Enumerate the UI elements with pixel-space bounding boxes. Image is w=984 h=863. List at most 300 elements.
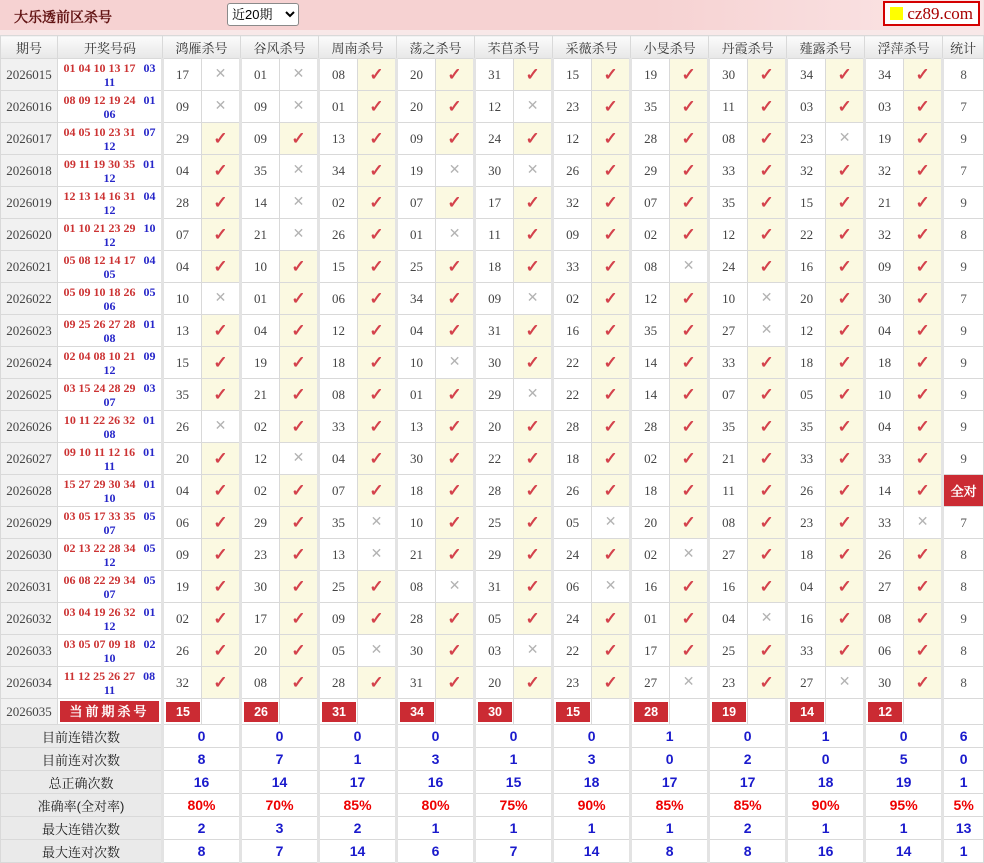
back-number: 09 <box>143 348 156 363</box>
back-number: 05 <box>143 284 156 299</box>
check-icon: ✓ <box>826 475 865 507</box>
kill-number-cell: 19 <box>163 571 202 603</box>
check-icon: ✓ <box>358 443 397 475</box>
check-icon: ✓ <box>670 635 709 667</box>
kill-number-cell: 17 <box>163 59 202 91</box>
kill-number-cell: 27 <box>709 539 748 571</box>
summary-value: 16 <box>397 771 475 794</box>
check-icon: ✓ <box>670 347 709 379</box>
check-icon: ✓ <box>280 507 319 539</box>
summary-value: 0 <box>475 725 553 748</box>
cross-icon: ✕ <box>514 283 553 315</box>
current-kill-mark-cell <box>748 699 787 725</box>
check-icon: ✓ <box>670 155 709 187</box>
check-icon: ✓ <box>748 123 787 155</box>
check-icon: ✓ <box>514 187 553 219</box>
summary-value: 8 <box>163 748 241 771</box>
cross-icon: ✕ <box>202 91 241 123</box>
kill-number-cell: 16 <box>787 603 826 635</box>
summary-label: 目前连对次数 <box>1 748 163 771</box>
kill-number-cell: 01 <box>241 283 280 315</box>
current-kill-mark-cell <box>280 699 319 725</box>
winning-numbers <box>58 219 163 251</box>
table-row <box>1 475 984 507</box>
kill-number-cell: 18 <box>631 475 670 507</box>
cross-icon: ✕ <box>358 635 397 667</box>
check-icon: ✓ <box>436 283 475 315</box>
front-numbers: 02 04 08 10 21 <box>63 348 136 363</box>
current-kill-number: 31 <box>322 702 356 722</box>
summary-value: 19 <box>865 771 943 794</box>
check-icon: ✓ <box>358 283 397 315</box>
check-icon: ✓ <box>592 443 631 475</box>
kill-number-cell: 29 <box>475 379 514 411</box>
check-icon: ✓ <box>514 123 553 155</box>
kill-number-cell: 07 <box>631 187 670 219</box>
check-icon: ✓ <box>280 635 319 667</box>
winning-line <box>58 171 161 185</box>
cross-icon: ✕ <box>514 91 553 123</box>
winning-numbers <box>58 315 163 347</box>
summary-value: 14 <box>553 840 631 863</box>
kill-number-cell: 02 <box>553 283 592 315</box>
kill-number-cell: 21 <box>865 187 904 219</box>
check-icon: ✓ <box>358 603 397 635</box>
kill-number-cell: 20 <box>397 59 436 91</box>
back-number: 05 <box>143 540 156 555</box>
kill-number-cell: 20 <box>397 91 436 123</box>
period-cell: 2026019 <box>1 187 58 219</box>
front-numbers: 08 09 12 19 24 <box>63 92 136 107</box>
table-row <box>1 315 984 347</box>
period-range-select[interactable] <box>227 3 299 26</box>
summary-value: 16 <box>787 840 865 863</box>
kill-number-cell: 12 <box>787 315 826 347</box>
cross-icon: ✕ <box>592 507 631 539</box>
summary-value: 3 <box>397 748 475 771</box>
period-cell: 2026034 <box>1 667 58 699</box>
winning-line <box>58 555 161 569</box>
summary-value: 8 <box>631 840 709 863</box>
check-icon: ✓ <box>826 635 865 667</box>
back-number: 10 <box>143 220 156 235</box>
check-icon: ✓ <box>202 379 241 411</box>
period-cell: 2026028 <box>1 475 58 507</box>
check-icon: ✓ <box>904 379 943 411</box>
current-kill-banner-cell <box>58 699 163 725</box>
summary-value: 2 <box>709 748 787 771</box>
kill-number-cell: 10 <box>397 347 436 379</box>
kill-number-cell: 18 <box>553 443 592 475</box>
kill-number-cell: 17 <box>631 635 670 667</box>
summary-value: 18 <box>553 771 631 794</box>
winning-line <box>58 541 161 555</box>
stat-cell: 7 <box>943 507 984 539</box>
period-cell: 2026027 <box>1 443 58 475</box>
kill-number-cell: 14 <box>631 379 670 411</box>
cross-icon: ✕ <box>514 155 553 187</box>
kill-number-cell: 31 <box>475 571 514 603</box>
current-kill-banner: 当前期杀号 <box>60 701 159 722</box>
check-icon: ✓ <box>904 123 943 155</box>
logo-square-icon <box>890 7 903 20</box>
kill-number-cell: 26 <box>163 635 202 667</box>
kill-number-cell: 34 <box>865 59 904 91</box>
back-number: 05 <box>103 266 116 281</box>
check-icon: ✓ <box>280 251 319 283</box>
summary-row <box>1 725 984 748</box>
kill-number-cell: 33 <box>865 507 904 539</box>
summary-value: 8 <box>163 840 241 863</box>
kill-number-cell: 12 <box>319 315 358 347</box>
col-header-period: 期号 <box>1 36 58 59</box>
check-icon: ✓ <box>826 443 865 475</box>
winning-line <box>58 235 161 249</box>
current-kill-number: 12 <box>868 702 902 722</box>
check-icon: ✓ <box>436 539 475 571</box>
col-header-expert-10: 浮萍杀号 <box>865 36 943 59</box>
winning-line <box>58 253 161 267</box>
kill-number-cell: 08 <box>241 667 280 699</box>
check-icon: ✓ <box>436 603 475 635</box>
cross-icon: ✕ <box>514 635 553 667</box>
check-icon: ✓ <box>748 379 787 411</box>
current-kill-cell <box>163 699 202 725</box>
kill-number-cell: 09 <box>163 91 202 123</box>
check-icon: ✓ <box>280 347 319 379</box>
current-kill-number: 19 <box>712 702 746 722</box>
check-icon: ✓ <box>358 411 397 443</box>
back-number: 01 <box>143 316 156 331</box>
check-icon: ✓ <box>826 283 865 315</box>
check-icon: ✓ <box>436 123 475 155</box>
kill-number-cell: 02 <box>241 411 280 443</box>
kill-number-cell: 30 <box>709 59 748 91</box>
check-icon: ✓ <box>514 507 553 539</box>
winning-line <box>58 605 161 619</box>
kill-number-cell: 35 <box>241 155 280 187</box>
check-icon: ✓ <box>592 635 631 667</box>
kill-number-cell: 08 <box>631 251 670 283</box>
winning-line <box>58 651 161 665</box>
check-icon: ✓ <box>202 123 241 155</box>
cross-icon: ✕ <box>280 59 319 91</box>
title-bar <box>0 0 983 30</box>
summary-value: 7 <box>475 840 553 863</box>
summary-value: 85% <box>319 794 397 817</box>
check-icon: ✓ <box>358 315 397 347</box>
check-icon: ✓ <box>202 667 241 699</box>
winning-numbers <box>58 123 163 155</box>
kill-number-cell: 29 <box>241 507 280 539</box>
check-icon: ✓ <box>592 379 631 411</box>
check-icon: ✓ <box>202 155 241 187</box>
col-header-expert-4: 荡之杀号 <box>397 36 475 59</box>
front-numbers: 10 11 22 26 32 <box>63 412 136 427</box>
site-logo[interactable] <box>883 1 980 26</box>
current-kill-mark-cell <box>202 699 241 725</box>
period-cell: 2026032 <box>1 603 58 635</box>
check-icon: ✓ <box>592 187 631 219</box>
kill-number-cell: 22 <box>475 443 514 475</box>
period-cell: 2026020 <box>1 219 58 251</box>
table-row <box>1 443 984 475</box>
check-icon: ✓ <box>202 475 241 507</box>
kill-number-cell: 09 <box>553 219 592 251</box>
kill-number-cell: 20 <box>475 411 514 443</box>
check-icon: ✓ <box>670 443 709 475</box>
check-icon: ✓ <box>358 475 397 507</box>
kill-number-cell: 13 <box>397 411 436 443</box>
check-icon: ✓ <box>358 347 397 379</box>
summary-value: 14 <box>241 771 319 794</box>
check-icon: ✓ <box>592 315 631 347</box>
kill-number-cell: 02 <box>319 187 358 219</box>
winning-numbers <box>58 91 163 123</box>
kill-number-cell: 07 <box>319 475 358 507</box>
check-icon: ✓ <box>358 91 397 123</box>
winning-line <box>58 637 161 651</box>
period-cell: 2026025 <box>1 379 58 411</box>
kill-number-cell: 09 <box>241 123 280 155</box>
kill-number-cell: 16 <box>787 251 826 283</box>
check-icon: ✓ <box>358 251 397 283</box>
summary-row <box>1 794 984 817</box>
check-icon: ✓ <box>748 219 787 251</box>
kill-number-cell: 21 <box>241 219 280 251</box>
check-icon: ✓ <box>436 507 475 539</box>
check-icon: ✓ <box>358 571 397 603</box>
summary-value: 18 <box>787 771 865 794</box>
kill-number-cell: 29 <box>163 123 202 155</box>
kill-number-cell: 25 <box>319 571 358 603</box>
kill-number-cell: 01 <box>241 59 280 91</box>
back-number: 11 <box>103 74 116 89</box>
check-icon: ✓ <box>904 187 943 219</box>
kill-number-cell: 30 <box>397 443 436 475</box>
check-icon: ✓ <box>748 59 787 91</box>
kill-number-table <box>0 35 984 863</box>
cross-icon: ✕ <box>202 59 241 91</box>
kill-number-cell: 11 <box>709 475 748 507</box>
stat-cell: 9 <box>943 187 984 219</box>
winning-line <box>58 125 161 139</box>
kill-number-cell: 23 <box>553 667 592 699</box>
back-number: 01 <box>143 444 156 459</box>
back-number: 05 <box>143 572 156 587</box>
cross-icon: ✕ <box>436 155 475 187</box>
cross-icon: ✕ <box>670 539 709 571</box>
kill-number-cell: 07 <box>709 379 748 411</box>
winning-line <box>58 395 161 409</box>
stat-cell: 9 <box>943 603 984 635</box>
kill-number-cell: 03 <box>475 635 514 667</box>
check-icon: ✓ <box>202 443 241 475</box>
summary-value: 17 <box>631 771 709 794</box>
col-header-expert-9: 薤露杀号 <box>787 36 865 59</box>
kill-number-cell: 07 <box>163 219 202 251</box>
summary-stat: 6 <box>943 725 984 748</box>
back-number: 06 <box>103 298 116 313</box>
kill-number-cell: 01 <box>397 379 436 411</box>
kill-number-cell: 18 <box>397 475 436 507</box>
table-row <box>1 91 984 123</box>
front-numbers: 01 10 21 23 29 <box>63 220 136 235</box>
check-icon: ✓ <box>670 475 709 507</box>
winning-numbers <box>58 283 163 315</box>
kill-number-cell: 32 <box>787 155 826 187</box>
winning-line <box>58 523 161 537</box>
check-icon: ✓ <box>904 283 943 315</box>
check-icon: ✓ <box>280 411 319 443</box>
current-period-row <box>1 699 984 725</box>
current-kill-mark-cell <box>514 699 553 725</box>
winning-numbers <box>58 507 163 539</box>
back-number: 07 <box>103 586 116 601</box>
kill-number-cell: 18 <box>475 251 514 283</box>
kill-number-cell: 07 <box>397 187 436 219</box>
cross-icon: ✕ <box>436 347 475 379</box>
kill-number-cell: 35 <box>319 507 358 539</box>
check-icon: ✓ <box>670 187 709 219</box>
cross-icon: ✕ <box>670 251 709 283</box>
winning-numbers <box>58 571 163 603</box>
kill-number-cell: 09 <box>475 283 514 315</box>
check-icon: ✓ <box>436 59 475 91</box>
check-icon: ✓ <box>904 219 943 251</box>
kill-number-cell: 05 <box>553 507 592 539</box>
kill-number-cell: 32 <box>865 155 904 187</box>
check-icon: ✓ <box>514 315 553 347</box>
back-number: 03 <box>143 380 156 395</box>
current-kill-number: 26 <box>244 702 278 722</box>
kill-number-cell: 26 <box>163 411 202 443</box>
kill-number-cell: 30 <box>397 635 436 667</box>
summary-value: 17 <box>709 771 787 794</box>
kill-number-cell: 24 <box>553 603 592 635</box>
table-row <box>1 155 984 187</box>
back-number: 02 <box>143 636 156 651</box>
winning-line <box>58 477 161 491</box>
check-icon: ✓ <box>280 603 319 635</box>
summary-value: 80% <box>163 794 241 817</box>
summary-value: 2 <box>319 817 397 840</box>
stat-cell: 8 <box>943 571 984 603</box>
current-kill-cell <box>709 699 748 725</box>
kill-number-cell: 09 <box>163 539 202 571</box>
check-icon: ✓ <box>202 635 241 667</box>
kill-number-cell: 25 <box>475 507 514 539</box>
check-icon: ✓ <box>592 283 631 315</box>
kill-number-cell: 19 <box>241 347 280 379</box>
kill-number-cell: 21 <box>241 379 280 411</box>
back-number: 04 <box>143 252 156 267</box>
check-icon: ✓ <box>436 379 475 411</box>
check-icon: ✓ <box>748 635 787 667</box>
summary-row <box>1 748 984 771</box>
summary-value: 3 <box>241 817 319 840</box>
check-icon: ✓ <box>280 667 319 699</box>
col-header-expert-7: 小旻杀号 <box>631 36 709 59</box>
check-icon: ✓ <box>592 91 631 123</box>
table-row <box>1 411 984 443</box>
check-icon: ✓ <box>202 507 241 539</box>
summary-value: 2 <box>163 817 241 840</box>
kill-number-cell: 23 <box>787 123 826 155</box>
check-icon: ✓ <box>670 603 709 635</box>
kill-number-cell: 04 <box>787 571 826 603</box>
check-icon: ✓ <box>826 603 865 635</box>
summary-stat: 5% <box>943 794 984 817</box>
summary-value: 0 <box>241 725 319 748</box>
summary-value: 75% <box>475 794 553 817</box>
winning-line <box>58 491 161 505</box>
kill-number-cell: 16 <box>709 571 748 603</box>
check-icon: ✓ <box>358 59 397 91</box>
summary-value: 0 <box>319 725 397 748</box>
summary-value: 80% <box>397 794 475 817</box>
winning-numbers <box>58 667 163 699</box>
kill-number-cell: 18 <box>865 347 904 379</box>
period-cell: 2026030 <box>1 539 58 571</box>
kill-number-cell: 09 <box>319 603 358 635</box>
kill-number-cell: 30 <box>241 571 280 603</box>
summary-stat: 1 <box>943 840 984 863</box>
kill-number-cell: 04 <box>319 443 358 475</box>
kill-number-cell: 17 <box>475 187 514 219</box>
winning-line <box>58 299 161 313</box>
kill-number-cell: 02 <box>163 603 202 635</box>
check-icon: ✓ <box>904 539 943 571</box>
cross-icon: ✕ <box>358 539 397 571</box>
cross-icon: ✕ <box>436 219 475 251</box>
check-icon: ✓ <box>592 475 631 507</box>
kill-number-cell: 12 <box>709 219 748 251</box>
period-cell: 2026018 <box>1 155 58 187</box>
check-icon: ✓ <box>592 219 631 251</box>
check-icon: ✓ <box>904 443 943 475</box>
kill-number-cell: 10 <box>163 283 202 315</box>
cross-icon: ✕ <box>436 571 475 603</box>
front-numbers: 02 13 22 28 34 <box>63 540 136 555</box>
period-cell: 2026033 <box>1 635 58 667</box>
winning-line <box>58 93 161 107</box>
kill-number-cell: 15 <box>163 347 202 379</box>
check-icon: ✓ <box>748 347 787 379</box>
check-icon: ✓ <box>514 251 553 283</box>
kill-number-cell: 05 <box>475 603 514 635</box>
current-kill-number: 14 <box>790 702 824 722</box>
col-header-expert-3: 周南杀号 <box>319 36 397 59</box>
kill-number-cell: 30 <box>865 667 904 699</box>
kill-number-cell: 11 <box>709 91 748 123</box>
summary-value: 1 <box>631 725 709 748</box>
period-cell: 2026023 <box>1 315 58 347</box>
check-icon: ✓ <box>670 91 709 123</box>
kill-number-cell: 28 <box>397 603 436 635</box>
col-header-stat: 统计 <box>943 36 984 59</box>
kill-number-cell: 10 <box>709 283 748 315</box>
kill-number-cell: 25 <box>397 251 436 283</box>
current-kill-cell <box>631 699 670 725</box>
stat-cell: 8 <box>943 539 984 571</box>
kill-number-cell: 12 <box>553 123 592 155</box>
kill-number-cell: 20 <box>241 635 280 667</box>
kill-number-cell: 33 <box>553 251 592 283</box>
summary-value: 5 <box>865 748 943 771</box>
check-icon: ✓ <box>748 155 787 187</box>
header-row <box>1 36 984 59</box>
